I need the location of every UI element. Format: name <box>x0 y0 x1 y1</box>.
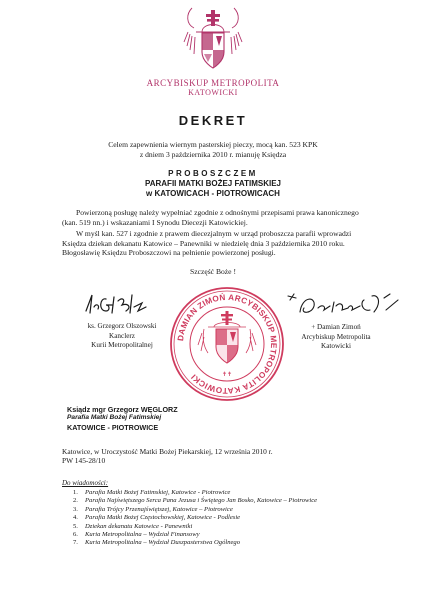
intro-line-2: z dniem 3 października 2010 r. mianuję Księdza <box>139 149 287 159</box>
svg-text:✝: ✝ <box>227 371 233 378</box>
distribution-item <box>73 506 393 514</box>
distribution-item-text: Parafia Matki Bożej Częstochowskiej, Katowice - Podlesie <box>85 514 241 522</box>
archbishop-signature <box>286 290 402 320</box>
body-line-2: (kan. 519 nn.) i wskazaniami I Synodu Diecezji Katowickiej. <box>62 217 248 227</box>
chancellor-role: Kanclerz <box>109 331 135 340</box>
distribution-item <box>73 523 393 531</box>
signatory-right <box>274 323 398 352</box>
distribution-list <box>73 489 393 548</box>
distribution-item <box>73 531 393 539</box>
header-title: ARCYBISKUP METROPOLITA <box>146 78 280 88</box>
appointment-parish: PARAFII MATKI BOŻEJ FATIMSKIEJ <box>144 179 281 188</box>
document-title: DEKRET <box>178 113 248 128</box>
place-date: Katowice, w Uroczystość Matki Bożej Piekarskiej, 12 września 2010 r. <box>62 447 273 456</box>
appointment-role: PROBOSZCZEM <box>168 169 258 178</box>
distribution-item-text: Parafia Najświętszego Serca Pana Jezusa i Świętego Jan Bosko, Katowice – Piotrowice <box>85 497 318 505</box>
distribution-heading: Do wiadomości: <box>62 479 109 487</box>
body-line-1: Powierzoną posługę należy wypełniać zgodnie z odnośnymi przepisami prawa kanonicznego <box>76 208 359 217</box>
closing-blessing: Szczęść Boże ! <box>190 267 236 276</box>
addressee-city: KATOWICE - PIOTROWICE <box>67 423 159 432</box>
chancellor-office: Kurii Metropolitalnej <box>91 341 153 350</box>
distribution-item-number: 2. <box>73 497 78 505</box>
reference-number: PW 145-28/10 <box>62 456 106 465</box>
distribution-item-text: Kuria Metropolitalna – Wydział Duszpasterstwa Ogólnego <box>85 539 241 547</box>
svg-text:✝: ✝ <box>222 371 228 378</box>
distribution-item-number: 7. <box>73 539 78 547</box>
distribution-item <box>73 539 393 547</box>
distribution-item-number: 4. <box>73 514 78 522</box>
archbishop-name: + Damian Zimoń <box>311 323 361 331</box>
distribution-item-text: Dziekan dekanatu Katowice - Panewniki <box>85 522 193 530</box>
archbishop-crest <box>178 2 248 74</box>
archbishop-role: Arcybiskup Metropolita <box>301 332 371 341</box>
distribution-item-text: Parafia Trójcy Przenajświętszej, Katowice – Piotrowice <box>85 505 233 513</box>
addressee-name: Ksiądz mgr Grzegorz WĘGLORZ <box>67 405 178 414</box>
distribution-item-text: Kuria Metropolitalna – Wydział Finansowy <box>85 531 200 539</box>
seal-ring-text: DAMIAN ZIMOŃ ARCYBISKUP METROPOLITA KATOWICKI <box>176 292 279 396</box>
distribution-item-number: 6. <box>73 531 78 539</box>
distribution-item <box>73 514 393 522</box>
archbishop-office: Katowicki <box>321 342 351 351</box>
distribution-item-number: 5. <box>73 522 78 530</box>
body-line-4: Księdza dziekan dekanatu Katowice – Panewniki w niedzielę dnia 3 października 2010 roku. <box>62 238 345 248</box>
appointment-place: w KATOWICACH - PIOTROWICACH <box>146 189 280 198</box>
chancellor-signature <box>82 289 162 319</box>
body-line-3: W myśl kan. 527 i zgodnie z prawem diecezjalnym w urząd proboszcza parafii wprowadzi <box>76 229 352 238</box>
body-line-5: Błogosławię Księdzu Proboszczowi na pełnienie powierzonej posługi. <box>62 248 276 257</box>
distribution-item-number: 1. <box>73 489 78 496</box>
header-subtitle: KATOWICKI <box>188 88 238 97</box>
chancellor-name: ks. Grzegorz Olszowski <box>87 322 157 330</box>
archbishop-seal <box>168 285 286 403</box>
distribution-item <box>73 497 393 505</box>
distribution-item-text: Parafia Matki Bożej Fatimskiej, Katowice - Piotrowice <box>85 489 231 496</box>
addressee-parish: Parafia Matki Bożej Fatimskiej <box>67 414 162 421</box>
intro-line-1: Celem zapewnienia wiernym pasterskiej pieczy, mocą kan. 523 KPK <box>108 140 318 149</box>
distribution-item-number: 3. <box>73 505 78 513</box>
